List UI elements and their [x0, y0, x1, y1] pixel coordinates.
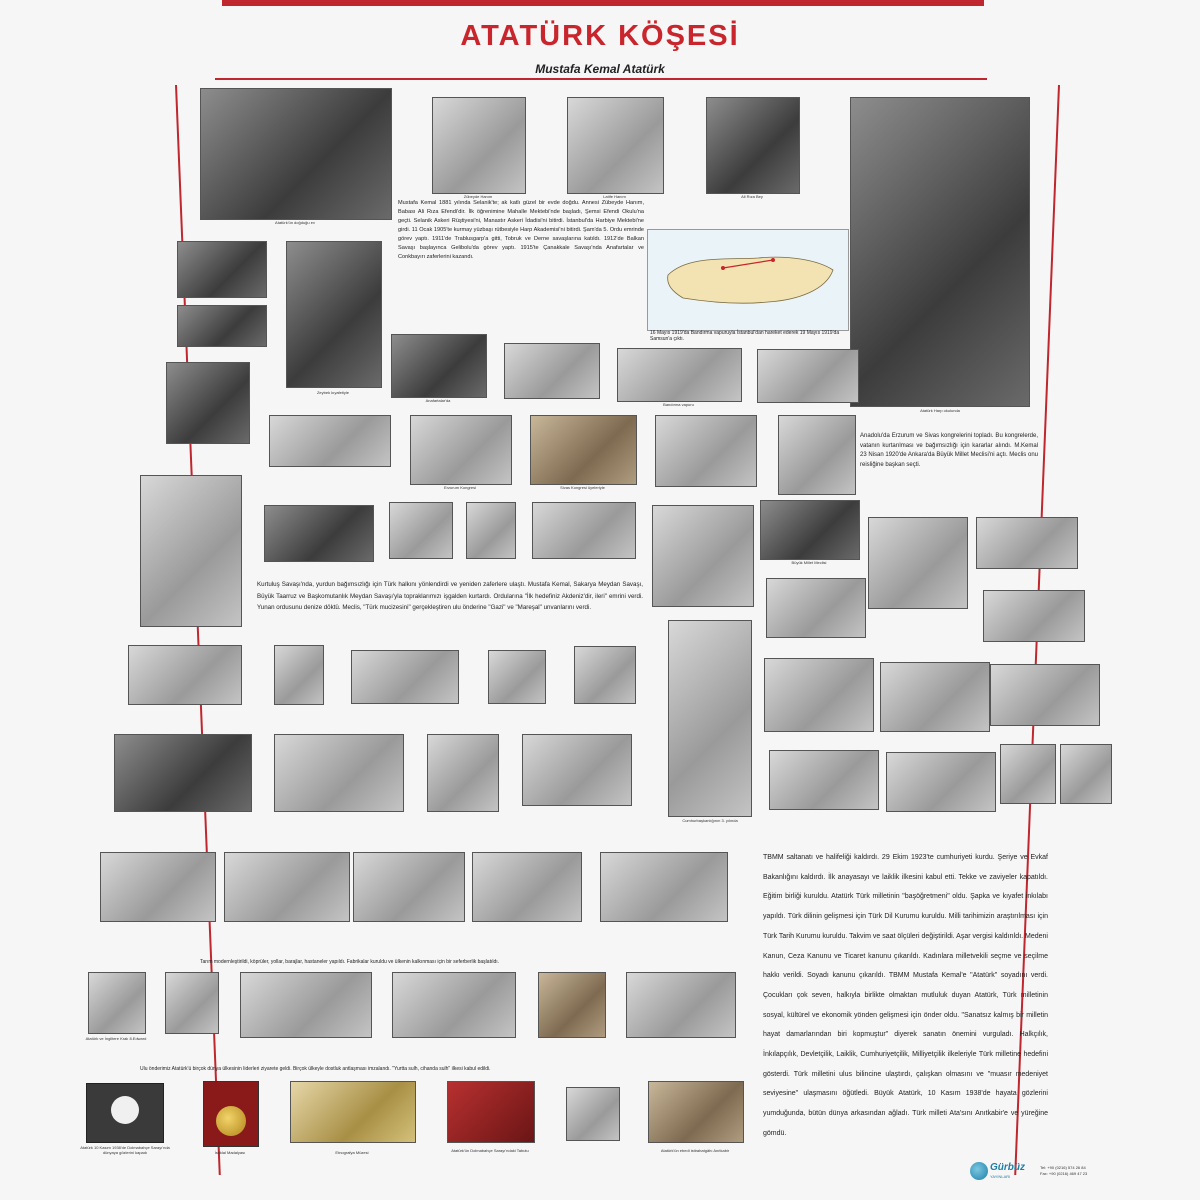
meeting-photo-1	[269, 415, 391, 467]
publisher-name: Gürbüz	[990, 1162, 1025, 1173]
conversation-photo	[886, 752, 996, 812]
coffin-photo	[447, 1081, 535, 1143]
wedding-photo	[274, 734, 404, 812]
poster-title: ATATÜRK KÖŞESİ	[460, 20, 740, 52]
building-photo	[757, 349, 859, 403]
publisher-fax: Fax: +90 (0216) 469 47 23	[1040, 1171, 1088, 1176]
efe-caption: Zeybek kıyafetiyle	[316, 390, 349, 395]
birth-house-caption: Atatürk'ün doğduğu ev	[275, 220, 315, 225]
factory-visit-photo	[114, 734, 252, 812]
alphabet-letter-photo	[766, 578, 866, 638]
sivas-photo	[530, 415, 637, 485]
train-photo	[100, 852, 216, 922]
anitkabir-caption: Atatürk'ün ebedi istirahatgâhı Anıtkabir	[660, 1148, 730, 1153]
sivas-caption: Sivas Kongresi üyeleriyle	[560, 485, 605, 490]
staff-photo	[532, 502, 636, 559]
standing-pair-photo	[466, 502, 516, 559]
ship-caption: Bandırma vapuru	[663, 402, 694, 407]
crowd-photo-2	[868, 517, 968, 609]
group-photo-2	[983, 590, 1085, 642]
birth-house-photo	[200, 88, 392, 220]
bandirma-ship-photo	[617, 348, 742, 402]
mother-photo	[432, 97, 526, 194]
wife-caption: Latife Hanım	[603, 194, 626, 199]
edward-photo	[88, 972, 146, 1034]
delegates-photo	[389, 502, 453, 559]
modern-paragraph: Tarım modernleştirildi, köprüler, yollar, barajlar, hastaneler yapıldı. Fabrikalar kuruldu ve ülkenin kalkınması için bir seferberlik başlatıldı.	[200, 959, 500, 965]
publisher-sub: YAYINLARI	[990, 1174, 1011, 1179]
small-photo-2	[1060, 744, 1112, 804]
dolmabahce-caption: Atatürk 10 Kasım 1938'de Dolmabahçe Sarayı'nda dünyaya gözlerini kapadı	[80, 1145, 170, 1155]
erzurum-caption: Erzurum Kongresi	[443, 485, 476, 490]
desk-photo	[574, 646, 636, 704]
group-photo-3	[990, 664, 1100, 726]
top-red-bar	[222, 0, 984, 6]
review-photo	[626, 972, 736, 1038]
ambassadors-photo	[392, 972, 516, 1038]
gathering-photo	[652, 505, 754, 607]
samsun-map	[647, 229, 849, 331]
reforms-paragraph: TBMM saltanatı ve halifeliği kaldırdı. 29 Ekim 1923'te cumhuriyeti kurdu. Şeriye ve Evkaf Bakanlığını kaldırdı. İlk anayasayı ve laiklik ilkesini kabul etti. Tekke ve zaviyeler kapatıldı. Eğitim birliği kuruldu. Atatürk Türk milletinin "başöğretmeni" oldu. Şapka ve kıyafet inkılabı yapıldı. Türk dilinin gelişmesi için Türk Dil Kurumu kuruldu. Milli tarihimizin araştırılması için Türk Tarih Kurumu kuruldu. Takvim ve saat ölçüleri değiştirildi. Aşar vergisi kaldırıldı. Medeni Kanun, Ceza Kanunu ve Ticaret kanunu çıkarıldı. Kadınlara milletvekili seçme ve seçilme hakkı verildi. Soyadı kanunu çıkarıldı. TBMM Mustafa Kemal'e "Atatürk" soyadını verdi. Çocukları çok seven, halkıyla birlikte olmaktan mutluluk duyan Atatürk, Türk milletinin sosyal, kültürel ve ekonomik yönden gelişmesi için önder oldu. "Sanatsız kalmış bir milletin hayat damarlarından biri kopmuştur" diyerek sanatın önemini vurguladı. Halkçılık, İnkılapçılık, Devletçilik, Laiklik, Cumhuriyetçilik, Milliyetçilik ilkeleriyle Türk milletine hedefini gösterdi. Türk milletini ulus bilincine ulaştırdı, çalışkan olmasını ve "muasır medeniyet seviyesine" ulaşmasını öğütledi. Büyük Atatürk, 10 Kasım 1938'de hayata gözlerini yumduğunda, bütün dünya arkasından ağladı. Türk milleti Ata'sını Anıtkabir'e ve yüreğine gömdü.	[763, 854, 1048, 1137]
small-photo-1	[1000, 744, 1056, 804]
congress-paragraph: Anadolu'da Erzurum ve Sivas kongrelerini topladı. Bu kongrelerde, vatanın kurtarılması ve bağımsızlığı için kararlar alındı. M.Kemal 23 Nisan 1920'de Ankara'da Büyük Millet Meclisi'ni açtı. Meclis onu reisliğine başkan seçti.	[860, 433, 1038, 468]
publisher-contact	[1040, 1165, 1087, 1177]
publisher-swirl-icon	[970, 1162, 988, 1180]
map-caption: 16 Mayıs 1919'da Bandırma vapuruyla İstanbul'dan hareket ederek 19 Mayıs 1919'da Samsun'a çıktı.	[650, 330, 840, 342]
battlefield-walk-photo	[140, 475, 242, 627]
soldiers-photo-2	[166, 362, 250, 444]
meclis-photo	[760, 500, 860, 560]
medal-icon	[216, 1106, 246, 1136]
soldiers-photo-1	[177, 305, 267, 347]
king-photo	[165, 972, 219, 1034]
visit-photo-1	[128, 645, 242, 705]
family-photo	[764, 658, 874, 732]
crowd-photo-1	[177, 241, 267, 298]
young-portrait-caption: Ali Rıza Bey	[741, 194, 763, 199]
erzurum-photo	[410, 415, 512, 485]
workshop-photo	[600, 852, 728, 922]
poster-subtitle: Mustafa Kemal Atatürk	[535, 62, 665, 76]
anafarta-photo	[391, 334, 487, 398]
airplane-photo	[224, 852, 350, 922]
group-photo-1	[976, 517, 1078, 569]
young-portrait-photo	[706, 97, 800, 194]
gun-carriage-photo	[566, 1087, 620, 1141]
tractor-photo	[353, 852, 465, 922]
sepia-pair-photo	[538, 972, 606, 1038]
snow-march-photo	[778, 415, 856, 495]
mother-caption: Zübeyde Hanım	[463, 194, 493, 199]
bio-paragraph: Mustafa Kemal 1881 yılında Selanik'te; ak katlı güzel bir evde doğdu. Annesi Zübeyde Hanım, Babası Ali Rıza Efendi'dir. İlk öğrenimine Mahalle Mektebi'nde başladı, Şemsi Efendi Okulu'na geçti. Selanik Askeri Rüştiyesi'ni, Manastır Askeri İdadisi'ni bitirdi. İstanbul'da Harbiye Mektebi'ne girdi. 11 Ocak 1905'te kurmay yüzbaşı rütbesiyle Harp Akademisi'ni bitirdi. Şam'da 5. Ordu emrinde görev yaptı. 1911'de Trablusgarp'a gitti, Tobruk ve Derne savaşlarına katıldı. 1912'de Balkan Savaşı başlayınca Gelibolu'da görev yaptı. 1915'te Çanakkale Savaşı'nda Anafartalar ve Conkbayırı zaferlerini kazandı.	[398, 200, 644, 260]
map-table-photo	[655, 415, 757, 487]
coffin-caption: Atatürk'ün Dolmabahçe Sarayı'ndaki Tabutu	[451, 1148, 529, 1153]
standing-civilian-photo	[668, 620, 752, 817]
world-paragraph: Ulu önderimiz Atatürk'ü birçok dünya ülkesinin liderleri ziyarete geldi. Birçok ülkeyle dostluk antlaşması imzalandı. "Yurtta sulh, cihanda sulh" ilkesi kabul edildi.	[140, 1066, 491, 1072]
anafarta-caption: Anafartalar'da	[425, 398, 451, 403]
meclis-caption: Büyük Millet Meclisi	[791, 560, 827, 565]
wife-photo	[567, 97, 664, 194]
office-photo	[769, 750, 879, 810]
hats-photo	[427, 734, 499, 812]
war-paragraph: Kurtuluş Savaşı'nda, yurdun bağımsızlığı için Türk halkını yönlendirdi ve yeniden zaferlere ulaştı. Mustafa Kemal, Sakarya Meydan Savaşı, Büyük Taarruz ve Başkomutanlık Meydan Savaşı'yla topraklarımızı işgalden kurtardı. Ordularına "İlk hedefiniz Akdeniz'dir, ileri" emrini verdi. Yunan ordusunu denize döktü. Meclis, "Türk mucizesini" gerçekleştiren ulu önderine "Gazi" ve "Mareşal" unvanlarını verdi.	[257, 581, 643, 611]
efe-costume-photo	[286, 241, 382, 388]
dam-photo	[472, 852, 582, 922]
banquet-photo	[880, 662, 990, 732]
publisher-tel: Tel: +90 (0216) 574 26 84	[1040, 1165, 1086, 1170]
museum-photo	[290, 1081, 416, 1143]
map-shape	[648, 230, 848, 330]
publisher-logo	[970, 1160, 1030, 1188]
title-rule	[215, 78, 987, 80]
edward-caption: Atatürk ve İngiltere Kralı 8.Edward	[85, 1036, 147, 1041]
clock-icon	[111, 1096, 139, 1124]
officers-photo	[504, 343, 600, 399]
parade-photo	[264, 505, 374, 562]
uniform-portrait-photo	[850, 97, 1030, 407]
anitkabir-photo	[648, 1081, 744, 1143]
portrait-small-photo	[274, 645, 324, 705]
uniform-portrait-caption: Atatürk Harp okulunda	[920, 408, 960, 413]
cumhuriyet-caption: Cumhurbaşkanlığının 3. yılında	[682, 818, 738, 823]
istiklal-medal-photo	[203, 1081, 259, 1147]
museum-caption: Etnografya Müzesi	[335, 1150, 369, 1155]
leaders-photo	[240, 972, 372, 1038]
dolmabahce-clock-photo	[86, 1083, 164, 1143]
assembly-entrance-photo	[522, 734, 632, 806]
children-photo	[488, 650, 546, 704]
medal-caption: İstiklal Madalyası	[214, 1150, 246, 1155]
ceremony-photo	[351, 650, 459, 704]
